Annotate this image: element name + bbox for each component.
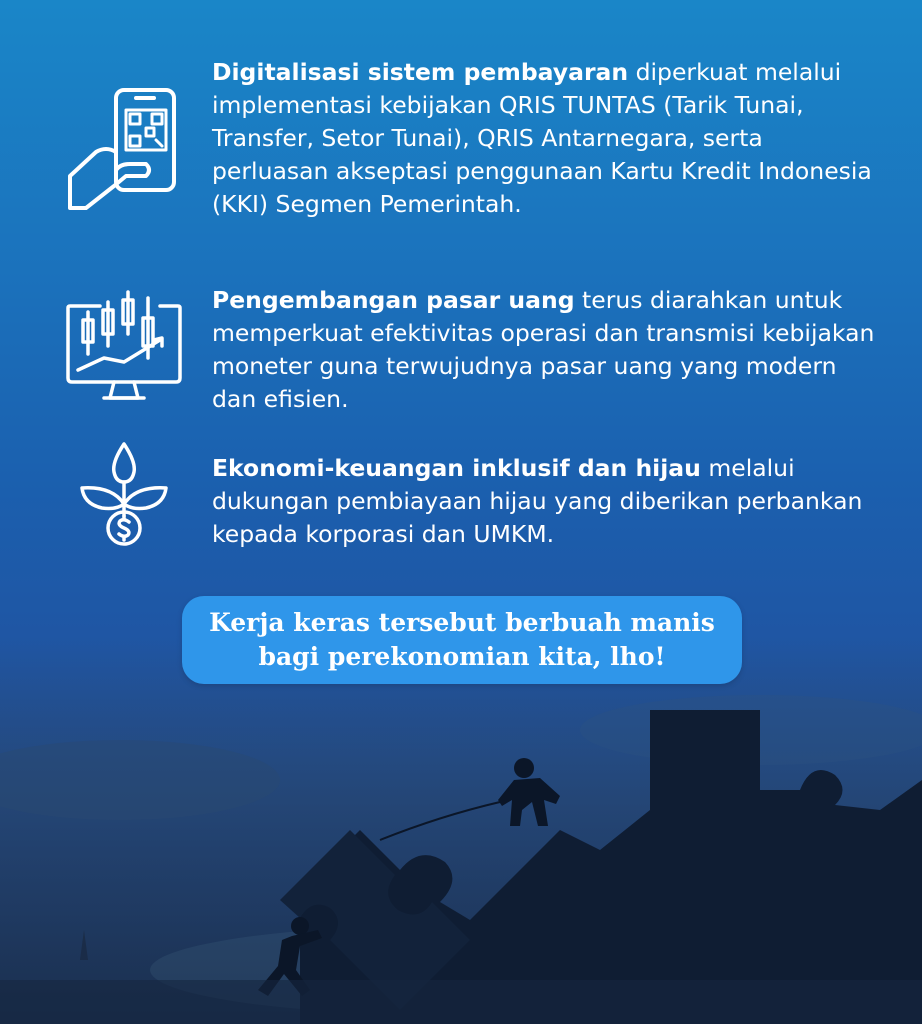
- conclusion-line-1: Kerja keras tersebut berbuah manis: [209, 608, 715, 637]
- item-text-payment: [212, 56, 882, 221]
- phone-qr-icon: [66, 86, 182, 218]
- item-bold-money-market: Pengembangan pasar uang: [212, 286, 575, 314]
- item-text-green-economy: [212, 452, 882, 551]
- puzzle-climbers-silhouette: [0, 640, 922, 1024]
- item-bold-green-economy: Ekonomi-keuangan inklusif dan hijau: [212, 454, 701, 482]
- green-money-plant-icon: [76, 440, 172, 554]
- candlestick-monitor-icon: [64, 288, 184, 410]
- item-rest-green-economy: melalui dukungan pembiayaan hijau yang diberikan perbankan kepada korporasi dan UMKM.: [212, 454, 863, 548]
- item-rest-payment: diperkuat melalui implementasi kebijakan QRIS TUNTAS (Tarik Tunai, Transfer, Setor Tunai), QRIS Antarnegara, serta perluasan akseptasi penggunaan Kartu Kredit Indonesia (KKI) Segmen Pemerintah.: [212, 58, 872, 218]
- conclusion-line-2: bagi perekonomian kita, lho!: [258, 642, 666, 671]
- conclusion-banner: [182, 596, 742, 684]
- item-bold-payment: Digitalisasi sistem pembayaran: [212, 58, 629, 86]
- item-rest-money-market: terus diarahkan untuk memperkuat efektivitas operasi dan transmisi kebijakan moneter guna terwujudnya pasar uang yang modern dan efisien.: [212, 286, 875, 413]
- item-text-money-market: [212, 284, 882, 416]
